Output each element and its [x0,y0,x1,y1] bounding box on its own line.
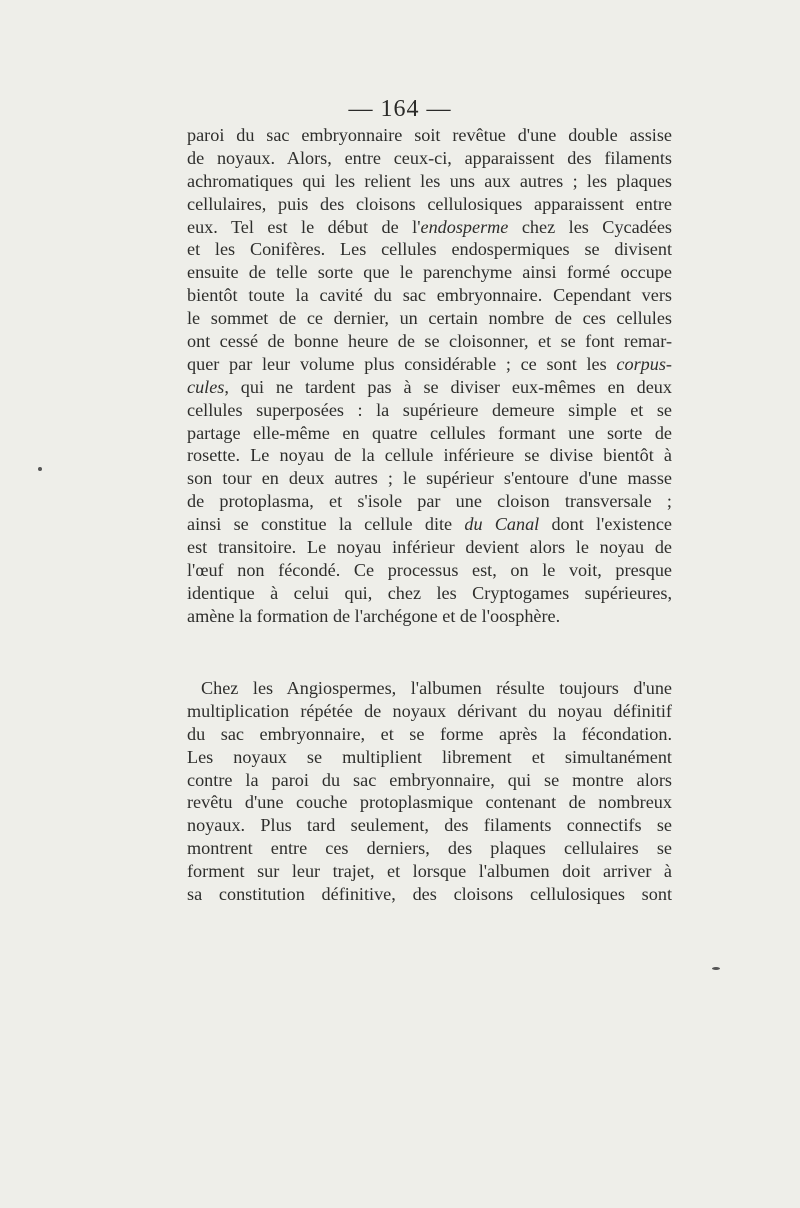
text-line: rosette. Le noyau de la cellule inférieure se divise bientôt à [187,445,672,466]
text-line: son tour en deux autres ; le supérieur s'entoure d'une masse [187,468,672,489]
text-line: paroi du sac embryonnaire soit revêtue d'une double assise [187,125,672,145]
italic-term: corpus- [616,353,672,374]
paragraph-2 [187,677,672,906]
text-line: de noyaux. Alors, entre ceux-ci, apparaissent des filaments [187,147,672,168]
italic-term: du Canal [464,514,540,535]
text-line: Les noyaux se multiplient librement et simultanément [187,746,672,767]
text-line: achromatiques qui les relient les uns aux autres ; les plaques [187,170,672,191]
text-line: sa constitution définitive, des cloisons cellulosiques sont [187,884,672,905]
text-line: noyaux. Plus tard seulement, des filaments connectifs se [187,815,672,836]
ink-speck [712,967,720,970]
ink-speck [38,467,42,471]
text-line: quer par leur volume plus considérable ; ce sont les corpus- [187,353,672,374]
text-line: cules, qui ne tardent pas à se diviser eux-mêmes en deux [187,376,672,397]
text-line: du sac embryonnaire, et se forme après la fécondation. [187,723,672,744]
italic-term: cules [187,376,225,397]
text-line: revêtu d'une couche protoplasmique contenant de nombreux [187,792,672,813]
text-line: Chez les Angiospermes, l'albumen résulte toujours d'une [201,678,672,698]
text-line: l'œuf non fécondé. Ce processus est, on le voit, presque [187,559,672,580]
text-line: ainsi se constitue la cellule dite du Canal dont l'existence [187,514,672,535]
text-line: ont cessé de bonne heure de se cloisonner, et se font remar- [187,331,672,352]
text-line: le sommet de ce dernier, un certain nombre de ces cellules [187,308,672,329]
text-line: cellules superposées : la supérieure demeure simple et se [187,399,672,420]
paragraph-1 [187,124,672,628]
page-number: — 164 — [348,96,452,122]
text-line: bientôt toute la cavité du sac embryonnaire. Cependant vers [187,285,672,306]
text-line: montrent entre ces derniers, des plaques cellulaires se [187,838,672,859]
text-line: forment sur leur trajet, et lorsque l'albumen doit arriver à [187,861,672,882]
text-line: de protoplasma, et s'isole par une cloison transversale ; [187,491,672,512]
italic-term: endosperme [420,216,509,237]
text-line: contre la paroi du sac embryonnaire, qui se montre alors [187,769,672,790]
text-line: et les Conifères. Les cellules endospermiques se divisent [187,239,672,260]
text-line: multiplication répétée de noyaux dérivant du noyau définitif [187,700,672,721]
text-line: ensuite de telle sorte que le parenchyme ainsi formé occupe [187,262,672,283]
text-line: cellulaires, puis des cloisons cellulosiques apparaissent entre [187,193,672,214]
text-line: amène la formation de l'archégone et de l'oosphère. [187,605,561,626]
text-line: eux. Tel est le début de l'endosperme chez les Cycadées [187,216,672,237]
text-line: identique à celui qui, chez les Cryptogames supérieures, [187,582,672,603]
text-line: est transitoire. Le noyau inférieur devient alors le noyau de [187,537,672,558]
text-line: partage elle-même en quatre cellules formant une sorte de [187,422,672,443]
